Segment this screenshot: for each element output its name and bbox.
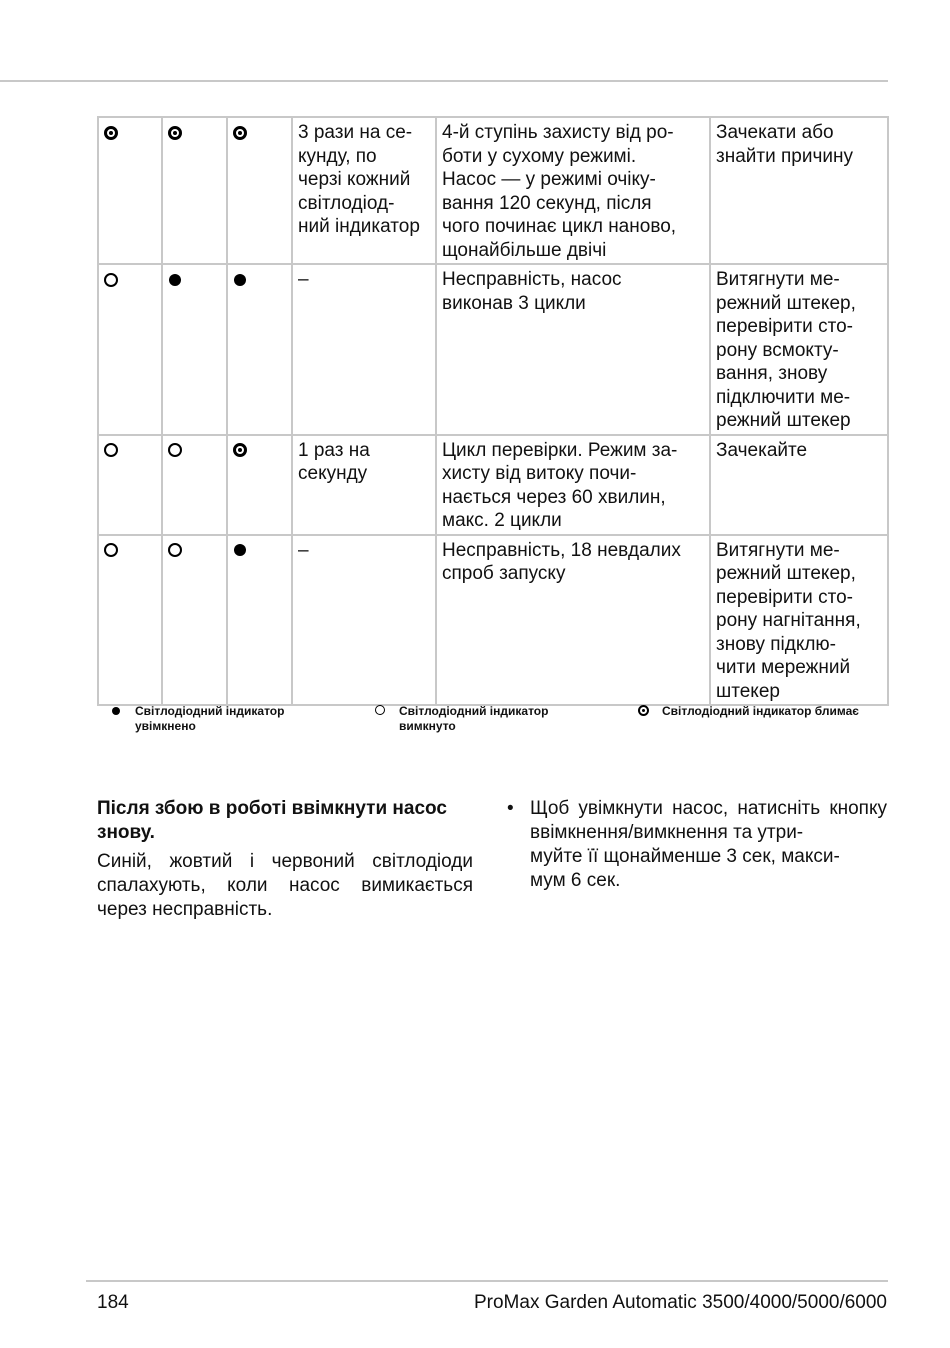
table-row: [98, 435, 888, 535]
frequency-cell: 3 рази на се- кунду, по черзі кожний світлодіод- ний індикатор: [292, 117, 436, 264]
led-off-icon: [168, 443, 182, 457]
led-off-icon: [104, 273, 118, 287]
table-row: [98, 535, 888, 706]
action-cell: Витягнути ме- режний штекер, перевірити сто- рону всмокту- вання, знову підключити ме- режний штекер: [710, 264, 888, 435]
legend-off-label: Світлодіодний індикатор вимкнуто: [399, 704, 549, 733]
product-name: ProMax Garden Automatic 3500/4000/5000/6000: [473, 1292, 887, 1313]
table-row: [98, 264, 888, 435]
action-cell: Зачекайте: [710, 435, 888, 535]
led-on-icon: [234, 544, 246, 556]
bullet-icon: •: [507, 798, 514, 819]
action-cell: Витягнути ме- режний штекер, перевірити сто- рону нагнітання, знову підклю- чити мережний штекер: [710, 535, 888, 706]
legend-on-label: Світлодіодний індикатор увімкнено: [135, 704, 285, 733]
led-blink-icon: [638, 705, 649, 716]
led-cell: [98, 264, 162, 435]
led-cell: [162, 117, 227, 264]
section-heading: Після збою в роботі ввімкнути насос знову.: [97, 798, 447, 843]
led-cell: [227, 117, 292, 264]
top-rule: [0, 80, 888, 82]
led-blink-icon: [233, 443, 247, 457]
led-off-icon: [104, 543, 118, 557]
led-blink-icon: [168, 126, 182, 140]
led-cell: [98, 117, 162, 264]
frequency-cell: –: [292, 535, 436, 706]
led-on-icon: [112, 707, 120, 715]
meaning-cell: 4-й ступінь захисту від ро- боти у сухому режимі. Насос — у режимі очіку- вання 120 секунд, після чого починає цикл наново, щонайбільше двічі: [436, 117, 710, 264]
led-cell: [162, 535, 227, 706]
legend-blink-label: Світлодіодний індикатор блимає: [662, 704, 859, 718]
led-off-icon: [168, 543, 182, 557]
led-cell: [227, 264, 292, 435]
meaning-cell: Несправність, 18 невдалих спроб запуску: [436, 535, 710, 706]
frequency-cell: 1 раз на секунду: [292, 435, 436, 535]
table-row: [98, 117, 888, 264]
meaning-cell: Цикл перевірки. Режим за- хисту від витоку почи- нається через 60 хвилин, макс. 2 цикли: [436, 435, 710, 535]
led-cell: [98, 535, 162, 706]
section-paragraph: Синій, жовтий і червоний світлодіоди спалахують, коли насос вимикається через несправність.: [97, 851, 473, 920]
led-blink-icon: [104, 126, 118, 140]
led-off-icon: [375, 705, 385, 715]
led-status-table: [97, 116, 889, 706]
footer-rule: [86, 1280, 888, 1282]
page-number: 184: [97, 1292, 129, 1313]
led-on-icon: [234, 274, 246, 286]
led-cell: [162, 435, 227, 535]
instruction-text: Щоб увімкнути насос, натисніть кнопку ввімкнення/вимкнення та утри- муйте її щонайменше 3 сек, макси- мум 6 сек.: [530, 798, 887, 891]
led-cell: [227, 535, 292, 706]
meaning-cell: Несправність, насос виконав 3 цикли: [436, 264, 710, 435]
led-blink-icon: [233, 126, 247, 140]
action-cell: Зачекати або знайти причину: [710, 117, 888, 264]
led-on-icon: [169, 274, 181, 286]
frequency-cell: –: [292, 264, 436, 435]
led-cell: [162, 264, 227, 435]
led-cell: [227, 435, 292, 535]
led-cell: [98, 435, 162, 535]
led-off-icon: [104, 443, 118, 457]
